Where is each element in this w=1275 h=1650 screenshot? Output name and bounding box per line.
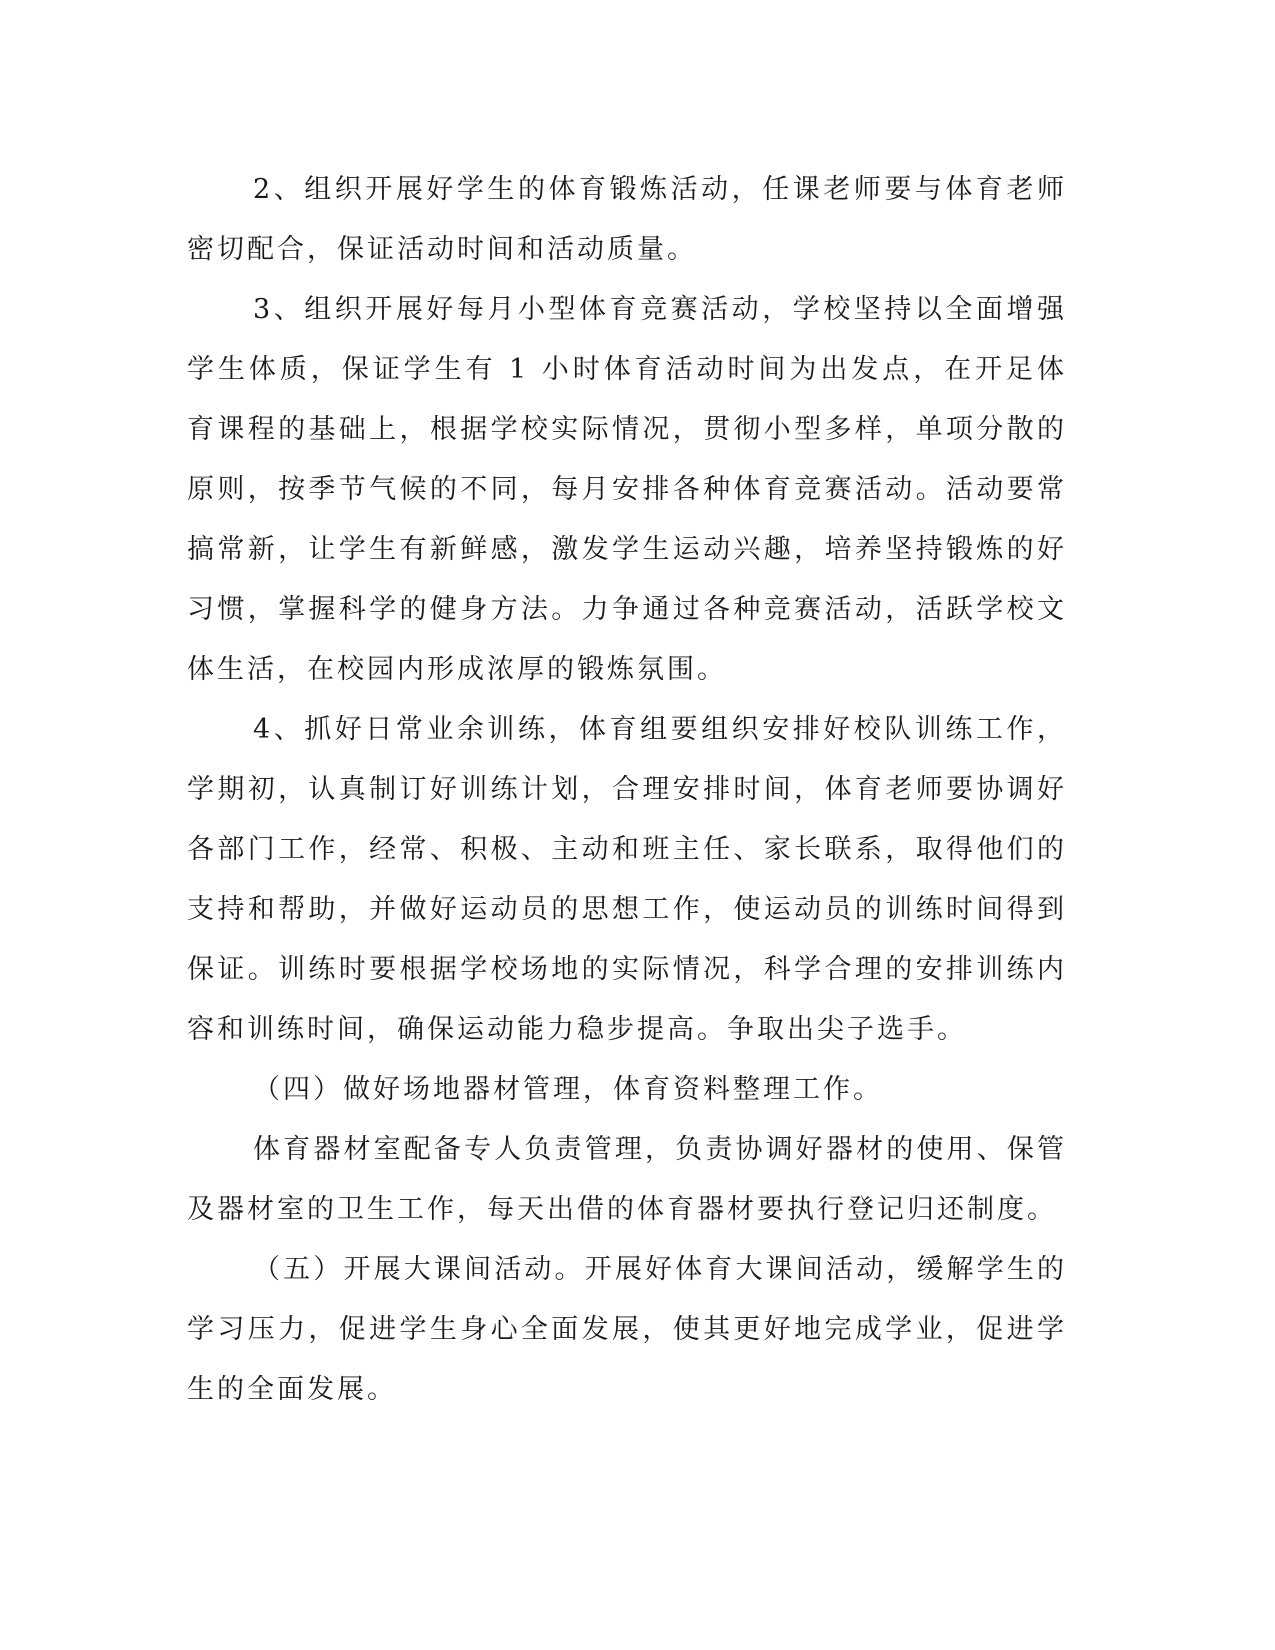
section-heading-4: （四）做好场地器材管理，体育资料整理工作。 bbox=[253, 1074, 883, 1105]
paragraph-equipment: 体育器材室配备专人负责管理，负责协调好器材的使用、保管及器材室的卫生工作，每天出借的体育器材要执行登记归还制度。 bbox=[187, 1134, 1067, 1225]
paragraph-item-3: 3、组织开展好每月小型体育竞赛活动，学校坚持以全面增强学生体质，保证学生有 1 小时体育活动时间为出发点，在开足体育课程的基础上，根据学校实际情况，贯彻小型多样，单项分散的原则，按季节气候的不同，每月安排各种体育竞赛活动。活动要常搞常新，让学生有新鲜感，激发学生运动兴趣，培养坚持锻炼的好习惯，掌握科学的健身方法。力争通过各种竞赛活动，活跃学校文体生活，在校园内形成浓厚的锻炼氛围。 bbox=[187, 294, 1067, 685]
paragraph-item-4: 4、抓好日常业余训练，体育组要组织安排好校队训练工作，学期初，认真制订好训练计划，合理安排时间，体育老师要协调好各部门工作，经常、积极、主动和班主任、家长联系，取得他们的支持和帮助，并做好运动员的思想工作，使运动员的训练时间得到保证。训练时要根据学校场地的实际情况，科学合理的安排训练内容和训练时间，确保运动能力稳步提高。争取出尖子选手。 bbox=[187, 714, 1067, 1045]
document-body bbox=[187, 160, 1067, 1420]
section-heading-5: （五）开展大课间活动。开展好体育大课间活动，缓解学生的学习压力，促进学生身心全面发展，使其更好地完成学业，促进学生的全面发展。 bbox=[187, 1254, 1067, 1405]
paragraph-item-2: 2、组织开展好学生的体育锻炼活动，任课老师要与体育老师密切配合，保证活动时间和活动质量。 bbox=[187, 174, 1067, 265]
